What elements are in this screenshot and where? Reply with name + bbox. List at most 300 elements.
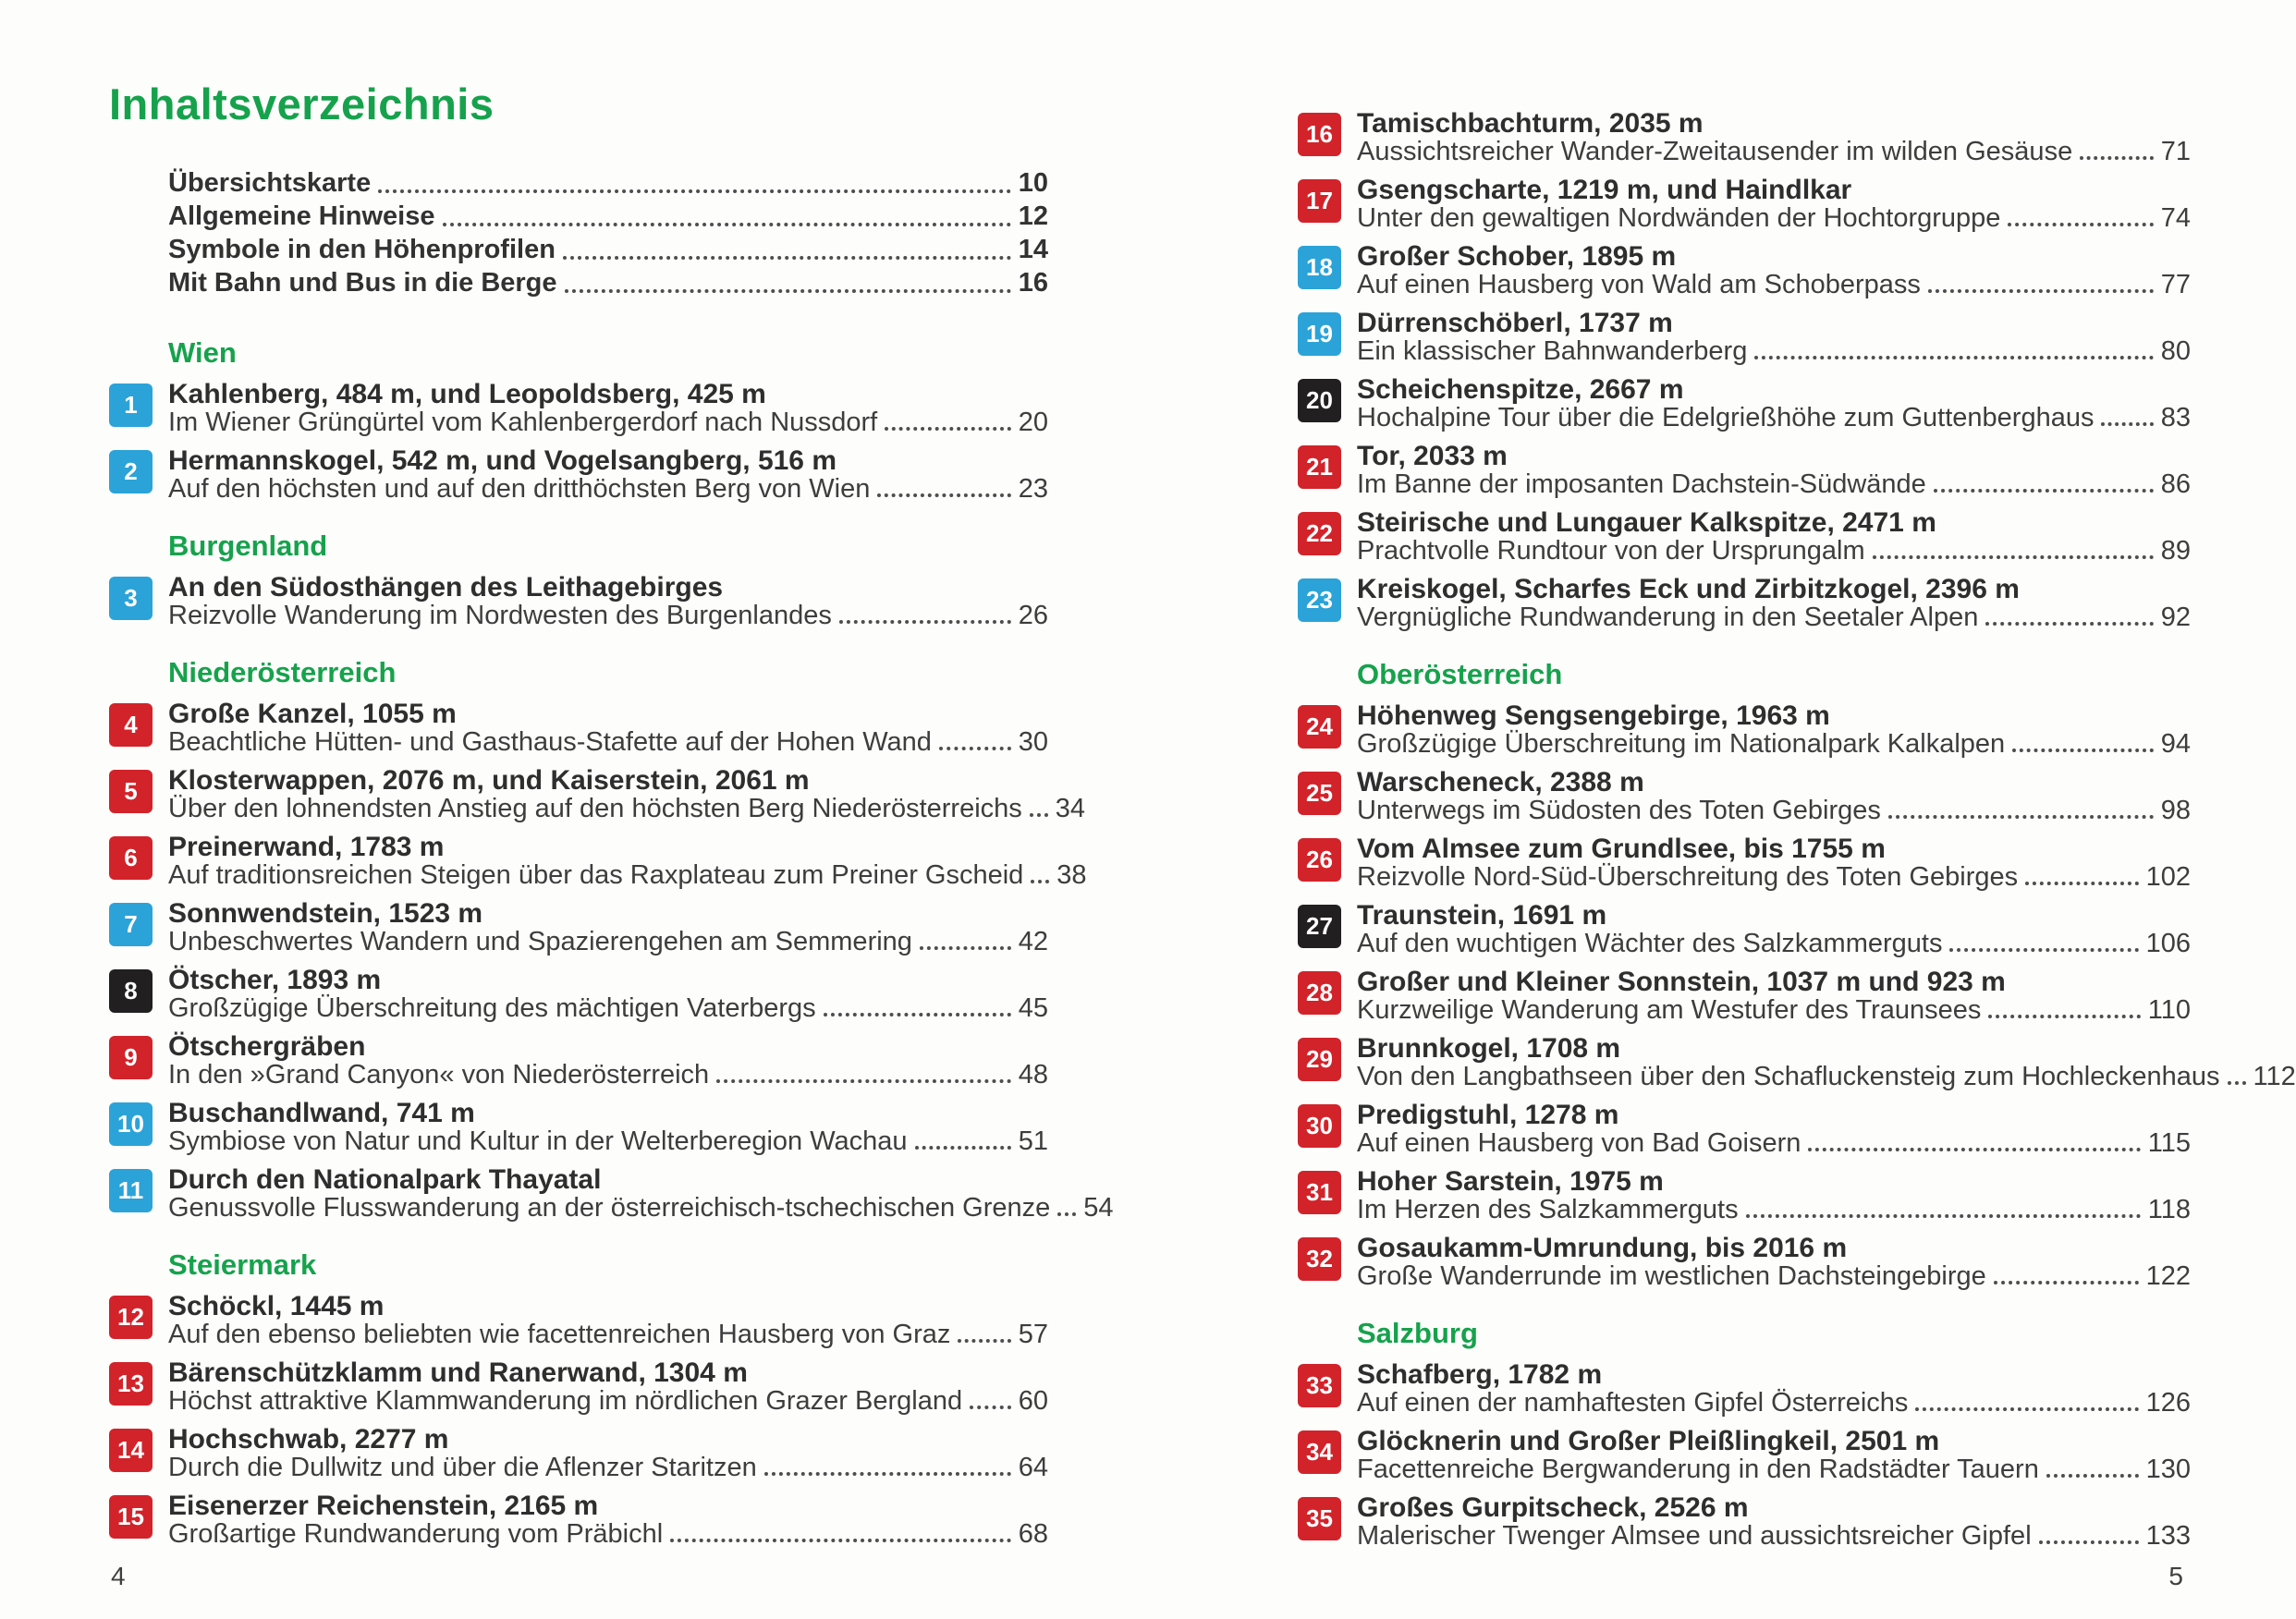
entry-text [168, 1425, 1048, 1482]
toc-entry [109, 1164, 1114, 1223]
toc-entry [109, 700, 1048, 757]
intro-item [168, 200, 1048, 233]
entry-description: Im Herzen des Salzkammerguts [1357, 1195, 1739, 1224]
entry-number-badge: 16 [1298, 113, 1341, 156]
entry-title: Großer und Kleiner Sonnstein, 1037 m und 923 m [1357, 967, 2006, 997]
entry-page-number: 38 [1056, 860, 1087, 890]
entry-desc-row [1357, 1455, 2191, 1484]
leader-dots [1928, 289, 2154, 293]
entry-desc-row [1357, 271, 2191, 299]
entry-number-badge: 17 [1298, 179, 1341, 223]
entry-page-number: 83 [2160, 403, 2191, 432]
entry-text [1357, 309, 2191, 366]
entry-number-badge: 18 [1298, 246, 1341, 289]
entry-desc-row [1357, 1389, 2191, 1418]
entry-text [1357, 1360, 2191, 1418]
entry-page-number: 80 [2160, 336, 2191, 366]
leader-dots [1985, 622, 2153, 626]
leader-dots [839, 620, 1011, 624]
entry-number-badge: 27 [1298, 905, 1341, 948]
leader-dots [1030, 813, 1048, 817]
entry-description: Höchst attraktive Klammwanderung im nördlichen Grazer Bergland [168, 1386, 963, 1416]
entry-text [168, 966, 1048, 1023]
toc-entry [109, 832, 1087, 890]
entry-description: Im Wiener Grüngürtel vom Kahlenbergerdorf nach Nussdorf [168, 408, 878, 437]
entry-text [168, 1358, 1048, 1416]
entry-description: Beachtliche Hütten- und Gasthaus-Stafette auf der Hohen Wand [168, 727, 932, 757]
section-header: Niederösterreich [168, 656, 397, 688]
entry-description: Durch die Dullwitz und über die Aflenzer Staritzen [168, 1453, 757, 1482]
entry-title: Gsengscharte, 1219 m, und Haindlkar [1357, 175, 1852, 205]
entry-description: Kurzweilige Wanderung am Westufer des Traunsees [1357, 995, 1982, 1025]
entry-text [1357, 1101, 2191, 1158]
leader-dots [920, 946, 1011, 950]
leader-dots [2008, 223, 2153, 226]
entry-page-number: 64 [1018, 1453, 1048, 1482]
entry-description: Facettenreiche Bergwanderung in den Radstädter Tauern [1357, 1455, 2039, 1484]
entry-desc-row [1357, 730, 2191, 759]
entry-desc-row [1357, 930, 2191, 958]
entry-description: Malerischer Twenger Almsee und aussichtsreicher Gipfel [1357, 1521, 2032, 1551]
entry-text [1357, 176, 2191, 233]
entry-description: Auf den ebenso beliebten wie facettenreichen Hausberg von Graz [168, 1320, 951, 1349]
entry-title: Steirische und Lungauer Kalkspitze, 2471 m [1357, 507, 1936, 538]
entry-page-number: 68 [1018, 1519, 1048, 1549]
toc-entry [109, 966, 1048, 1023]
entry-number-badge: 34 [1298, 1430, 1341, 1474]
leader-dots [877, 493, 1010, 497]
entry-page-number: 30 [1018, 727, 1048, 757]
intro-item-label: Symbole in den Höhenprofilen [168, 235, 556, 264]
section-header: Steiermark [168, 1248, 317, 1281]
entry-number-badge: 11 [109, 1169, 153, 1212]
entry-text [1357, 968, 2191, 1025]
entry-page-number: 106 [2145, 929, 2191, 958]
entry-number-badge: 3 [109, 577, 153, 620]
toc-entry [1298, 309, 2191, 366]
toc-entry [109, 573, 1048, 630]
entry-desc-row [168, 794, 1086, 823]
entry-number-badge: 22 [1298, 512, 1341, 555]
entry-text [168, 380, 1048, 437]
leader-dots [1949, 948, 2138, 952]
entry-title: Preinerwand, 1783 m [168, 832, 445, 862]
entry-description: Ein klassischer Bahnwanderberg [1357, 336, 1748, 366]
entry-page-number: 77 [2160, 270, 2191, 299]
entry-desc-row [168, 408, 1048, 437]
entry-desc-row [1357, 1262, 2191, 1291]
entry-page-number: 45 [1018, 993, 1048, 1023]
entry-text [168, 700, 1048, 757]
entry-text [1357, 575, 2191, 632]
entry-desc-row [1357, 337, 2191, 366]
entry-description: Großzügige Überschreitung im Nationalpark Kalkalpen [1357, 729, 2006, 759]
entry-desc-row [168, 1061, 1048, 1089]
entry-number-badge: 7 [109, 903, 153, 946]
entry-description: Großzügige Überschreitung des mächtigen Vaterbergs [168, 993, 816, 1023]
entry-title: Dürrenschöberl, 1737 m [1357, 308, 1673, 338]
entry-list-right [1298, 108, 2296, 1551]
entry-number-badge: 10 [109, 1102, 153, 1146]
entry-title: Bärenschützklamm und Ranerwand, 1304 m [168, 1357, 748, 1388]
entry-desc-row [168, 1520, 1048, 1549]
entry-desc-row [168, 1387, 1048, 1416]
toc-entry [1298, 442, 2191, 499]
entry-text [168, 899, 1048, 956]
entry-text [1357, 1427, 2191, 1484]
entry-text [168, 1491, 1048, 1549]
entry-desc-row [1357, 204, 2191, 233]
entry-title: Sonnwendstein, 1523 m [168, 898, 483, 929]
toc-entry [1298, 968, 2191, 1025]
entry-description: Auf den höchsten und auf den dritthöchsten Berg von Wien [168, 474, 871, 504]
entry-description: Großartige Rundwanderung vom Präbichl [168, 1519, 664, 1549]
entry-desc-row [1357, 1062, 2296, 1091]
entry-desc-row [168, 994, 1048, 1023]
leader-dots [824, 1013, 1011, 1016]
leader-dots [670, 1539, 1011, 1542]
entry-page-number: 20 [1018, 408, 1048, 437]
entry-description: Reizvolle Nord-Süd-Überschreitung des Toten Gebirges [1357, 862, 2019, 892]
entry-number-badge: 9 [109, 1036, 153, 1079]
entry-page-number: 110 [2147, 995, 2191, 1025]
entry-title: An den Südosthängen des Leithagebirges [168, 572, 724, 603]
leader-dots [1873, 555, 2154, 559]
entry-description: Unterwegs im Südosten des Toten Gebirges [1357, 796, 1881, 825]
entry-desc-row [1357, 996, 2191, 1025]
entry-desc-row [1357, 537, 2191, 566]
leader-dots [958, 1339, 1010, 1343]
entry-desc-row [1357, 138, 2191, 166]
toc-entry [109, 1358, 1048, 1416]
entry-title: Große Kanzel, 1055 m [168, 699, 457, 729]
toc-entry [1298, 1167, 2191, 1224]
entry-desc-row [1357, 1196, 2191, 1224]
entry-desc-row [1357, 863, 2191, 892]
entry-page-number: 92 [2160, 603, 2191, 632]
entry-desc-row [1357, 797, 2191, 825]
entry-number-badge: 32 [1298, 1237, 1341, 1281]
entry-description: Genussvolle Flusswanderung an der österreichisch-tschechischen Grenze [168, 1193, 1051, 1223]
leader-dots [563, 256, 1011, 260]
entry-text [1357, 508, 2191, 566]
entry-page-number: 122 [2145, 1261, 2191, 1291]
toc-left-column [109, 79, 1114, 1558]
entry-page-number: 98 [2160, 796, 2191, 825]
entry-text [168, 1292, 1048, 1349]
leader-dots [443, 223, 1011, 226]
intro-list [168, 166, 1048, 299]
entry-page-number: 102 [2145, 862, 2191, 892]
toc-entry [1298, 1360, 2191, 1418]
entry-desc-row [168, 1127, 1048, 1156]
entry-number-badge: 33 [1298, 1364, 1341, 1407]
entry-text [168, 1164, 1114, 1223]
leader-dots [2025, 882, 2138, 885]
entry-desc-row [168, 1454, 1048, 1482]
toc-entry [1298, 508, 2191, 566]
intro-item-page: 14 [1018, 235, 1048, 264]
section-header: Burgenland [168, 530, 328, 562]
entry-description: Auf den wuchtigen Wächter des Salzkammerguts [1357, 929, 1943, 958]
entry-page-number: 118 [2147, 1195, 2191, 1224]
entry-title: Großes Gurpitscheck, 2526 m [1357, 1492, 1749, 1523]
entry-desc-row [168, 928, 1048, 956]
entry-page-number: 23 [1018, 474, 1048, 504]
entry-number-badge: 20 [1298, 379, 1341, 422]
entry-number-badge: 5 [109, 770, 153, 813]
entry-title: Hermannskogel, 542 m, und Vogelsangberg, 516 m [168, 445, 837, 476]
leader-dots [2012, 749, 2154, 752]
leader-dots [2228, 1081, 2246, 1085]
entry-page-number: 112 [2253, 1062, 2296, 1091]
entry-title: Brunnkogel, 1708 m [1357, 1033, 1621, 1064]
entry-text [1357, 109, 2191, 166]
entry-title: Vom Almsee zum Grundlsee, bis 1755 m [1357, 834, 1886, 864]
section-header: Salzburg [1357, 1317, 1478, 1349]
entry-text [168, 1032, 1048, 1089]
toc-entry [1298, 109, 2191, 166]
entry-text [1357, 242, 2191, 299]
toc-entry [109, 899, 1048, 956]
entry-description: Auf einen Hausberg von Wald am Schoberpass [1357, 270, 1921, 299]
leader-dots [1808, 1148, 2140, 1151]
entry-text [1357, 901, 2191, 958]
toc-entry [109, 1099, 1048, 1156]
entry-title: Tor, 2033 m [1357, 441, 1508, 471]
leader-dots [1994, 1281, 2139, 1284]
intro-item [168, 166, 1048, 200]
entry-description: Unter den gewaltigen Nordwänden der Hochtorgruppe [1357, 203, 2001, 233]
intro-item-page: 16 [1018, 268, 1048, 298]
entry-number-badge: 14 [109, 1429, 153, 1472]
intro-item [168, 233, 1048, 266]
entry-text [168, 573, 1048, 630]
entry-title: Schöckl, 1445 m [168, 1291, 385, 1321]
leader-dots [716, 1079, 1011, 1083]
leader-dots [565, 289, 1011, 293]
section-header: Oberösterreich [1357, 658, 1563, 690]
leader-dots [1888, 815, 2154, 819]
entry-title: Tamischbachturm, 2035 m [1357, 108, 1704, 139]
section-header: Wien [168, 336, 237, 369]
entry-number-badge: 1 [109, 383, 153, 427]
entry-page-number: 34 [1055, 794, 1086, 823]
entry-title: Warscheneck, 2388 m [1357, 767, 1644, 797]
entry-desc-row [1357, 404, 2191, 432]
leader-dots [1988, 1015, 2140, 1018]
toc-right-column [1298, 108, 2296, 1560]
toc-entry [109, 1425, 1048, 1482]
toc-entry [1298, 575, 2191, 632]
entry-page-number: 86 [2160, 469, 2191, 499]
toc-entry [1298, 768, 2191, 825]
leader-dots [970, 1406, 1011, 1409]
entry-number-badge: 2 [109, 450, 153, 493]
entry-text [168, 832, 1087, 890]
entry-description: Vergnügliche Rundwanderung in den Seetaler Alpen [1357, 603, 1979, 632]
entry-number-badge: 4 [109, 703, 153, 747]
intro-item-label: Übersichtskarte [168, 168, 372, 198]
entry-title: Ötschergräben [168, 1031, 366, 1062]
entry-desc-row [168, 860, 1087, 890]
entry-number-badge: 24 [1298, 705, 1341, 749]
entry-number-badge: 29 [1298, 1038, 1341, 1081]
entry-desc-row [168, 475, 1048, 504]
entry-title: Glöcknerin und Großer Pleißlingkeil, 2501 m [1357, 1426, 1940, 1456]
entry-page-number: 89 [2160, 536, 2191, 566]
leader-dots [378, 189, 1011, 193]
entry-text [1357, 375, 2191, 432]
entry-description: Von den Langbathseen über den Schafluckensteig zum Hochleckenhaus [1357, 1062, 2220, 1091]
leader-dots [764, 1472, 1011, 1476]
entry-text [1357, 1234, 2191, 1291]
entry-description: Große Wanderrunde im westlichen Dachsteingebirge [1357, 1261, 1986, 1291]
entry-number-badge: 15 [109, 1495, 153, 1539]
entry-title: Gosaukamm-Umrundung, bis 2016 m [1357, 1233, 1848, 1263]
entry-text [168, 765, 1086, 823]
leader-dots [2046, 1474, 2139, 1478]
entry-page-number: 71 [2160, 137, 2191, 166]
entry-page-number: 51 [1018, 1126, 1048, 1156]
entry-description: Reizvolle Wanderung im Nordwesten des Burgenlandes [168, 601, 832, 630]
leader-dots [2080, 156, 2154, 160]
leader-dots [1915, 1407, 2138, 1411]
entry-page-number: 54 [1083, 1193, 1114, 1223]
leader-dots [939, 747, 1011, 750]
entry-description: Im Banne der imposanten Dachstein-Südwände [1357, 469, 1926, 499]
toc-entry [109, 765, 1086, 823]
toc-entry [1298, 834, 2191, 892]
toc-entry [1298, 1234, 2191, 1291]
leader-dots [1057, 1212, 1076, 1216]
entry-number-badge: 35 [1298, 1497, 1341, 1540]
toc-entry [109, 380, 1048, 437]
toc-entry [1298, 1033, 2296, 1091]
toc-entry [1298, 701, 2191, 759]
entry-page-number: 126 [2145, 1388, 2191, 1418]
entry-title: Eisenerzer Reichenstein, 2165 m [168, 1491, 599, 1521]
toc-entry [1298, 1427, 2191, 1484]
intro-item-label: Mit Bahn und Bus in die Berge [168, 268, 557, 298]
entry-title: Scheichenspitze, 2667 m [1357, 374, 1684, 405]
entry-desc-row [1357, 470, 2191, 499]
toc-entry [1298, 242, 2191, 299]
entry-page-number: 130 [2145, 1455, 2191, 1484]
entry-list-left [109, 336, 1114, 1549]
entry-number-badge: 13 [109, 1362, 153, 1406]
entry-title: Ötscher, 1893 m [168, 965, 382, 995]
entry-description: Hochalpine Tour über die Edelgrießhöhe zum Guttenberghaus [1357, 403, 2094, 432]
entry-title: Kahlenberg, 484 m, und Leopoldsberg, 425 m [168, 379, 766, 409]
page-number-left: 4 [111, 1562, 126, 1590]
entry-title: Klosterwappen, 2076 m, und Kaiserstein, 2061 m [168, 765, 810, 796]
entry-description: Auf traditionsreichen Steigen über das Raxplateau zum Preiner Gscheid [168, 860, 1024, 890]
leader-dots [2039, 1540, 2139, 1544]
entry-description: Prachtvolle Rundtour von der Ursprungalm [1357, 536, 1865, 566]
leader-dots [2101, 422, 2153, 426]
entry-title: Buschandlwand, 741 m [168, 1098, 475, 1128]
entry-page-number: 57 [1018, 1320, 1048, 1349]
entry-text [1357, 834, 2191, 892]
entry-description: Aussichtsreicher Wander-Zweitausender im wilden Gesäuse [1357, 137, 2073, 166]
toc-entry [109, 446, 1048, 504]
entry-title: Hoher Sarstein, 1975 m [1357, 1166, 1664, 1197]
entry-number-badge: 6 [109, 836, 153, 880]
entry-text [1357, 1033, 2296, 1091]
entry-description: Symbiose von Natur und Kultur in der Welterberegion Wachau [168, 1126, 908, 1156]
entry-number-badge: 28 [1298, 971, 1341, 1015]
entry-desc-row [1357, 1129, 2191, 1158]
entry-title: Traunstein, 1691 m [1357, 900, 1607, 931]
intro-item-page: 12 [1018, 201, 1048, 231]
entry-title: Durch den Nationalpark Thayatal [168, 1164, 602, 1195]
toc-entry [109, 1032, 1048, 1089]
leader-dots [915, 1146, 1011, 1150]
entry-text [1357, 701, 2191, 759]
entry-title: Höhenweg Sengsengebirge, 1963 m [1357, 700, 1830, 731]
entry-title: Kreiskogel, Scharfes Eck und Zirbitzkogel, 2396 m [1357, 574, 2020, 604]
intro-item-label: Allgemeine Hinweise [168, 201, 435, 231]
toc-entry [1298, 1493, 2191, 1551]
entry-number-badge: 8 [109, 969, 153, 1013]
entry-page-number: 60 [1018, 1386, 1048, 1416]
entry-text [1357, 1167, 2191, 1224]
entry-page-number: 42 [1018, 927, 1048, 956]
intro-item-page: 10 [1018, 168, 1048, 198]
entry-number-badge: 30 [1298, 1104, 1341, 1148]
entry-desc-row [1357, 603, 2191, 632]
entry-number-badge: 19 [1298, 312, 1341, 356]
entry-number-badge: 23 [1298, 578, 1341, 622]
entry-description: In den »Grand Canyon« von Niederösterreich [168, 1060, 710, 1089]
entry-title: Predigstuhl, 1278 m [1357, 1100, 1619, 1130]
entry-number-badge: 21 [1298, 445, 1341, 489]
toc-entry [1298, 176, 2191, 233]
entry-description: Auf einen der namhaftesten Gipfel Österreichs [1357, 1388, 1909, 1418]
entry-page-number: 133 [2145, 1521, 2191, 1551]
entry-desc-row [168, 1193, 1114, 1223]
leader-dots [1754, 356, 2153, 359]
entry-number-badge: 25 [1298, 772, 1341, 815]
entry-text [168, 1099, 1048, 1156]
page-title: Inhaltsverzeichnis [109, 79, 495, 128]
entry-title: Schafberg, 1782 m [1357, 1359, 1603, 1390]
page-number-right: 5 [2168, 1562, 2183, 1590]
entry-page-number: 94 [2160, 729, 2191, 759]
entry-desc-row [168, 602, 1048, 630]
toc-entry [109, 1292, 1048, 1349]
entry-number-badge: 31 [1298, 1171, 1341, 1214]
entry-number-badge: 12 [109, 1296, 153, 1339]
entry-text [1357, 1493, 2191, 1551]
entry-page-number: 26 [1018, 601, 1048, 630]
entry-description: Unbeschwertes Wandern und Spazierengehen am Semmering [168, 927, 912, 956]
entry-number-badge: 26 [1298, 838, 1341, 882]
leader-dots [1746, 1214, 2141, 1218]
leader-dots [885, 427, 1010, 431]
entry-text [1357, 442, 2191, 499]
toc-entry [1298, 901, 2191, 958]
toc-entry [1298, 1101, 2191, 1158]
entry-description: Auf einen Hausberg von Bad Goisern [1357, 1128, 1801, 1158]
entry-page-number: 115 [2147, 1128, 2191, 1158]
leader-dots [1934, 489, 2154, 493]
toc-entry [1298, 375, 2191, 432]
entry-text [168, 446, 1048, 504]
entry-page-number: 74 [2160, 203, 2191, 233]
entry-desc-row [1357, 1522, 2191, 1551]
